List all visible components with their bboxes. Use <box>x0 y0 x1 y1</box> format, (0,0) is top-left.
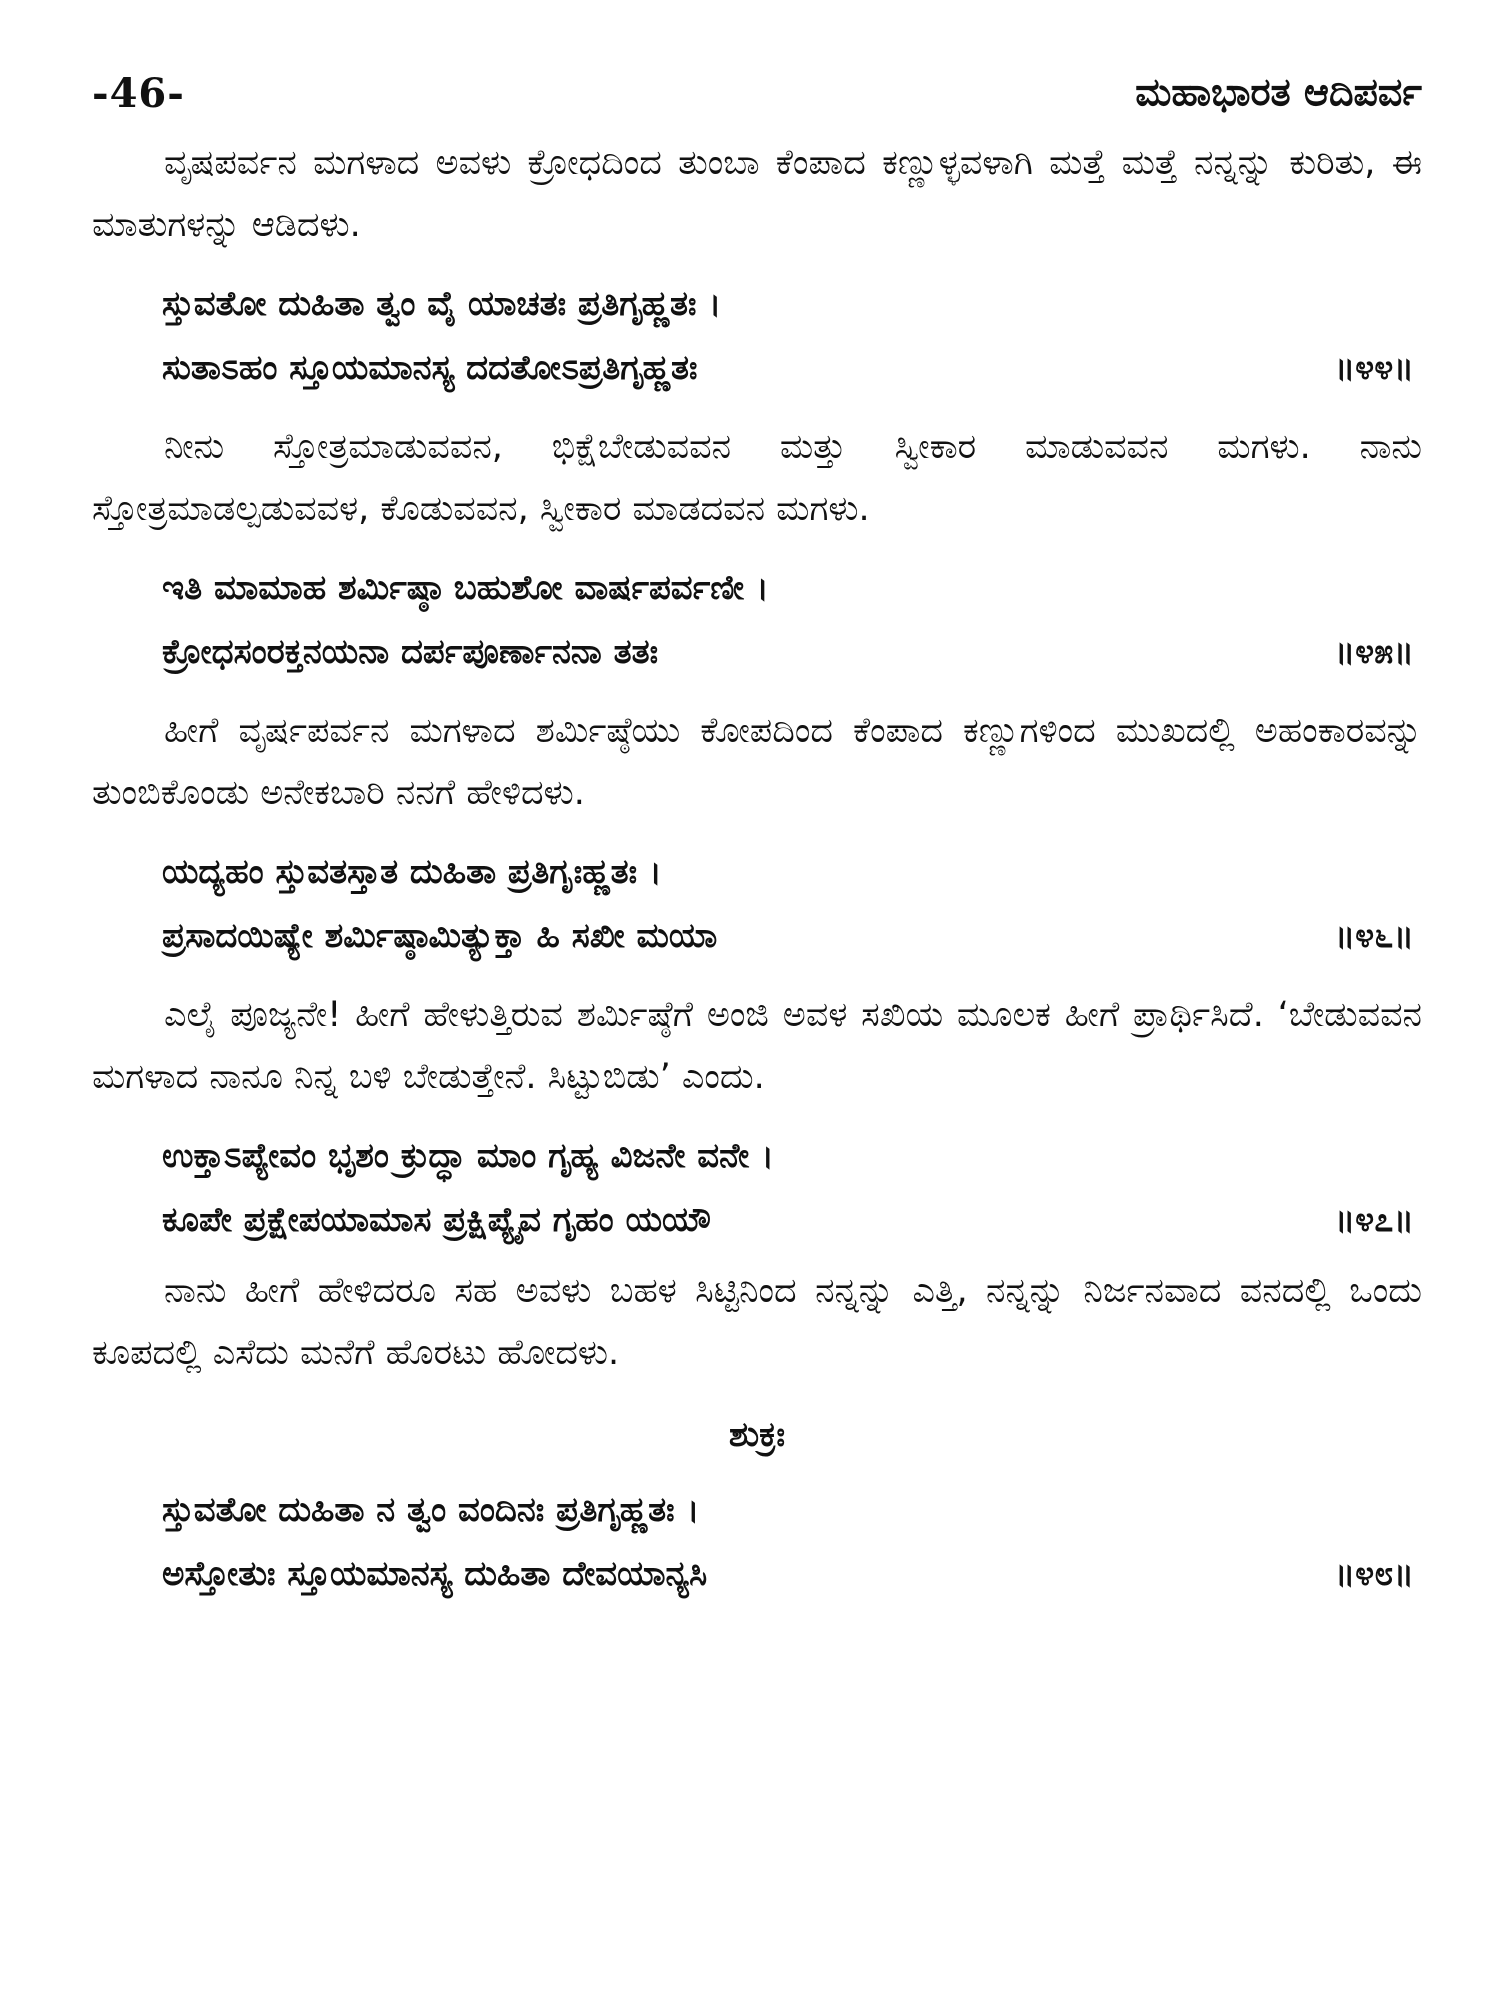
verse <box>92 840 1422 968</box>
verse-number: ॥೪೮॥ <box>1334 1554 1414 1594</box>
verse-line <box>162 1188 1422 1252</box>
speaker-heading: ಶುಕ್ರಃ <box>728 1415 786 1455</box>
verse-text: ಯದ್ಯಹಂ ಸ್ತುವತಸ್ತಾತ ದುಹಿತಾ ಪ್ರತಿಗೃಃಹ್ಣತಃ । <box>162 852 662 892</box>
verse-text: ಕೂಪೇ ಪ್ರಕ್ಷೇಪಯಾಮಾಸ ಪ್ರಕ್ಷಿಪ್ಯೈವ ಗೃಹಂ ಯಯೌ <box>162 1200 712 1240</box>
verse-line <box>162 272 1422 336</box>
verse-line <box>162 1478 1422 1542</box>
verse-text: ಸ್ತುವತೋ ದುಹಿತಾ ನ ತ್ವಂ ವಂದಿನಃ ಪ್ರತಿಗೃಹ್ಣತಃ । <box>162 1490 700 1530</box>
verse-line <box>162 1124 1422 1188</box>
verse-line <box>162 904 1422 968</box>
verse <box>92 1124 1422 1252</box>
running-title: ಮಹಾಭಾರತ ಆದಿಪರ್ವ <box>1135 70 1422 114</box>
prose-paragraph: ವೃಷಪರ್ವನ ಮಗಳಾದ ಅವಳು ಕ್ರೋಧದಿಂದ ತುಂಬಾ ಕೆಂಪಾದ ಕಣ್ಣುಳ್ಳವಳಾಗಿ ಮತ್ತೆ ಮತ್ತೆ ನನ್ನನ್ನು ಕುರಿತು, ಈ ಮಾತುಗಳನ್ನು ಆಡಿದಳು. <box>92 143 1422 245</box>
prose-paragraph: ಎಲೈ ಪೂಜ್ಯನೇ! ಹೀಗೆ ಹೇಳುತ್ತಿರುವ ಶರ್ಮಿಷ್ಠೆಗೆ ಅಂಜಿ ಅವಳ ಸಖಿಯ ಮೂಲಕ ಹೀಗೆ ಪ್ರಾರ್ಥಿಸಿದೆ. ‘ಬೇಡುವವನ ಮಗಳಾದ ನಾನೂ ನಿನ್ನ ಬಳಿ ಬೇಡುತ್ತೇನೆ. ಸಿಟ್ಟುಬಿಡು’ ಎಂದು. <box>92 995 1422 1097</box>
prose-paragraph: ನಾನು ಹೀಗೆ ಹೇಳಿದರೂ ಸಹ ಅವಳು ಬಹಳ ಸಿಟ್ಟಿನಿಂದ ನನ್ನನ್ನು ಎತ್ತಿ, ನನ್ನನ್ನು ನಿರ್ಜನವಾದ ವನದಲ್ಲಿ ಒಂದು ಕೂಪದಲ್ಲಿ ಎಸೆದು ಮನೆಗೆ ಹೊರಟು ಹೋದಳು. <box>92 1271 1422 1373</box>
verse-line <box>162 556 1422 620</box>
verse-line <box>162 620 1422 684</box>
verse-line <box>162 840 1422 904</box>
verse-text: ಪ್ರಸಾದಯಿಷ್ಯೇ ಶರ್ಮಿಷ್ಠಾಮಿತ್ಯುಕ್ತಾ ಹಿ ಸಖೀ ಮಯಾ <box>162 916 718 956</box>
verse-number: ॥೪೫॥ <box>1334 632 1414 672</box>
page-header <box>92 62 1422 132</box>
verse-text: ಕ್ರೋಧಸಂರಕ್ತನಯನಾ ದರ್ಪಪೂರ್ಣಾನನಾ ತತಃ <box>162 632 659 672</box>
verse-text: ಇತಿ ಮಾಮಾಹ ಶರ್ಮಿಷ್ಠಾ ಬಹುಶೋ ವಾರ್ಷಪರ್ವಣೀ । <box>162 568 769 608</box>
verse-number: ॥೪೬॥ <box>1334 916 1414 956</box>
verse <box>92 272 1422 400</box>
prose-paragraph: ಹೀಗೆ ವೃರ್ಷಪರ್ವನ ಮಗಳಾದ ಶರ್ಮಿಷ್ಠೆಯು ಕೋಪದಿಂದ ಕೆಂಪಾದ ಕಣ್ಣುಗಳಿಂದ ಮುಖದಲ್ಲಿ ಅಹಂಕಾರವನ್ನು ತುಂಬಿಕೊಂಡು ಅನೇಕಬಾರಿ ನನಗೆ ಹೇಳಿದಳು. <box>92 711 1422 813</box>
verse-line <box>162 1542 1422 1606</box>
verse-number: ॥೪೭॥ <box>1334 1200 1414 1240</box>
verse <box>92 1478 1422 1606</box>
verse <box>92 556 1422 684</box>
page <box>92 62 1422 1606</box>
prose-paragraph: ನೀನು ಸ್ತೋತ್ರಮಾಡುವವನ, ಭಿಕ್ಷೆಬೇಡುವವನ ಮತ್ತು ಸ್ವೀಕಾರ ಮಾಡುವವನ ಮಗಳು. ನಾನು ಸ್ತೋತ್ರಮಾಡಲ್ಪಡುವವಳ, ಕೊಡುವವನ, ಸ್ವೀಕಾರ ಮಾಡದವನ ಮಗಳು. <box>92 427 1422 529</box>
page-number: -46- <box>92 70 185 117</box>
verse-line <box>162 336 1422 400</box>
verse-text: ಅಸ್ತೋತುಃ ಸ್ತೂಯಮಾನಸ್ಯ ದುಹಿತಾ ದೇವಯಾನ್ಯಸಿ <box>162 1554 708 1594</box>
verse-text: ಉಕ್ತಾಽಪ್ಯೇವಂ ಭೃಶಂ ಕ್ರುದ್ಧಾ ಮಾಂ ಗೃಹ್ಯ ವಿಜನೇ ವನೇ । <box>162 1136 774 1176</box>
verse-text: ಸುತಾಽಹಂ ಸ್ತೂಯಮಾನಸ್ಯ ದದತೋಽಪ್ರತಿಗೃಹ್ಣತಃ <box>162 348 698 388</box>
verse-text: ಸ್ತುವತೋ ದುಹಿತಾ ತ್ವಂ ವೈ ಯಾಚತಃ ಪ್ರತಿಗೃಹ್ಣತಃ । <box>162 284 722 324</box>
verse-number: ॥೪೪॥ <box>1334 348 1414 388</box>
